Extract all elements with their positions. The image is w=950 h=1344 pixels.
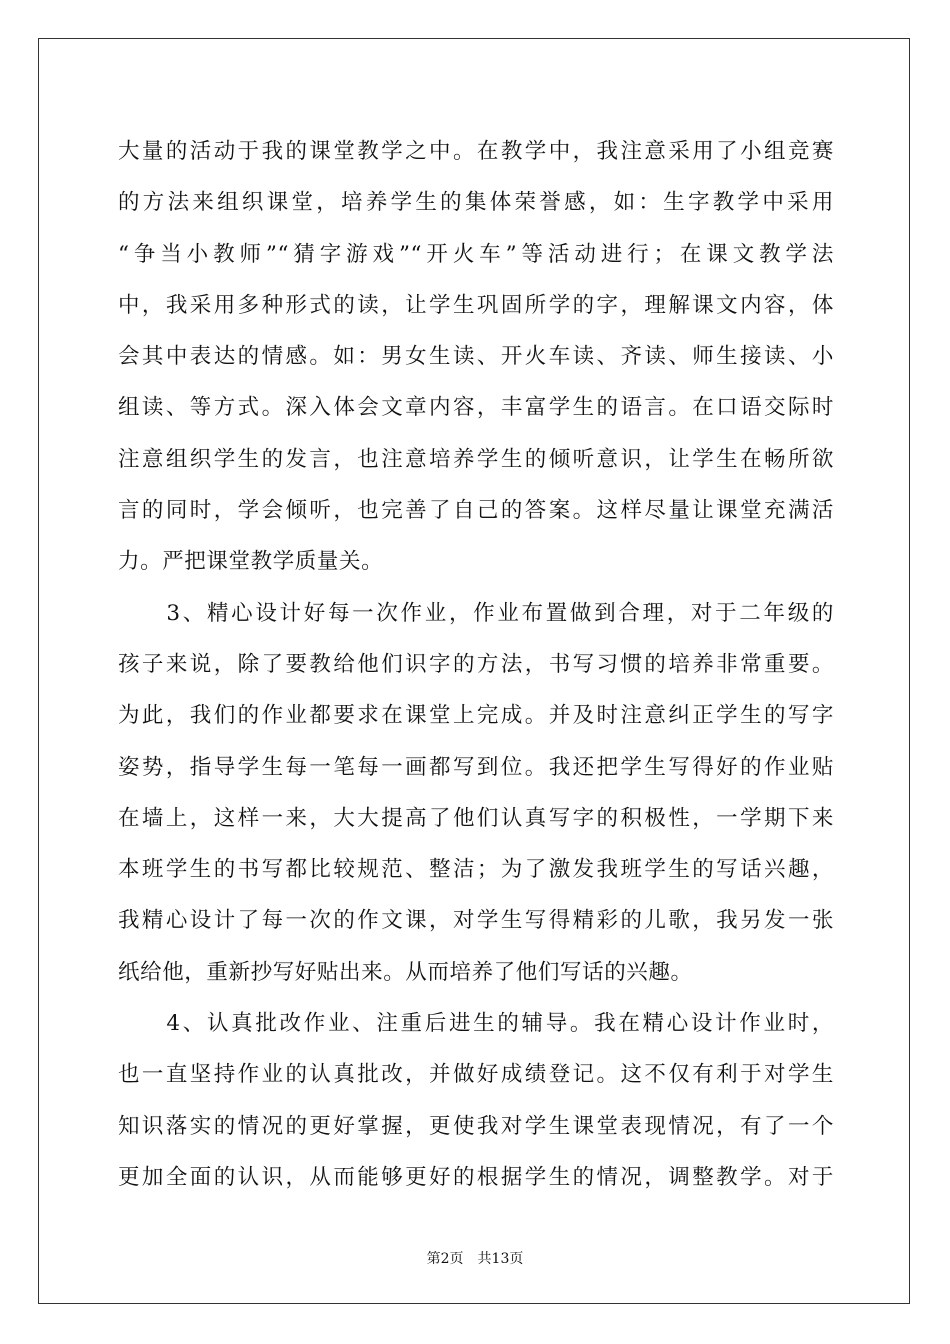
- text-line: 3、精心设计好每一次作业，作业布置做到合理，对于二年级的: [118, 600, 834, 626]
- total-pages: 共13页: [477, 1251, 524, 1267]
- text-line: 为此，我们的作业都要求在课堂上完成。并及时注意纠正学生的写字: [118, 703, 834, 729]
- text-line: 更加全面的认识，从而能够更好的根据学生的情况，调整教学。对于: [118, 1164, 834, 1190]
- text-line: 注意组织学生的发言，也注意培养学生的倾听意识，让学生在畅所欲: [118, 446, 834, 472]
- page-number: 第2页: [426, 1251, 464, 1267]
- text-line: “争当小教师”“猜字游戏”“开火车”等活动进行；在课文教学法: [118, 241, 834, 267]
- text-line: 会其中表达的情感。如：男女生读、开火车读、齐读、师生接读、小: [118, 344, 834, 370]
- text-line: 组读、等方式。深入体会文章内容，丰富学生的语言。在口语交际时: [118, 395, 834, 421]
- text-line: 知识落实的情况的更好掌握，更使我对学生课堂表现情况，有了一个: [118, 1113, 834, 1139]
- text-line: 在墙上，这样一来，大大提高了他们认真写字的积极性，一学期下来: [118, 805, 834, 831]
- text-line: 4、认真批改作业、注重后进生的辅导。我在精心设计作业时，: [118, 1011, 834, 1037]
- text-line: 的方法来组织课堂，培养学生的集体荣誉感，如：生字教学中采用: [118, 190, 834, 216]
- text-line: 姿势，指导学生每一笔每一画都写到位。我还把学生写得好的作业贴: [118, 754, 834, 780]
- text-line: 力。严把课堂教学质量关。: [118, 549, 384, 575]
- text-line: 言的同时，学会倾听，也完善了自己的答案。这样尽量让课堂充满活: [118, 498, 834, 524]
- text-line: 纸给他，重新抄写好贴出来。从而培养了他们写话的兴趣。: [118, 959, 693, 985]
- text-line: 本班学生的书写都比较规范、整洁；为了激发我班学生的写话兴趣，: [118, 857, 834, 883]
- text-line: 大量的活动于我的课堂教学之中。在教学中，我注意采用了小组竞赛: [118, 139, 834, 164]
- text-line: 中，我采用多种形式的读，让学生巩固所学的字，理解课文内容，体: [118, 292, 834, 318]
- text-line: 孩子来说，除了要教给他们识字的方法，书写习惯的培养非常重要。: [118, 651, 834, 677]
- document-body: [118, 126, 834, 1203]
- page-footer: [0, 1248, 950, 1268]
- text-line: 也一直坚持作业的认真批改，并做好成绩登记。这不仅有利于对学生: [118, 1062, 834, 1088]
- text-line: 我精心设计了每一次的作文课，对学生写得精彩的儿歌，我另发一张: [118, 908, 834, 934]
